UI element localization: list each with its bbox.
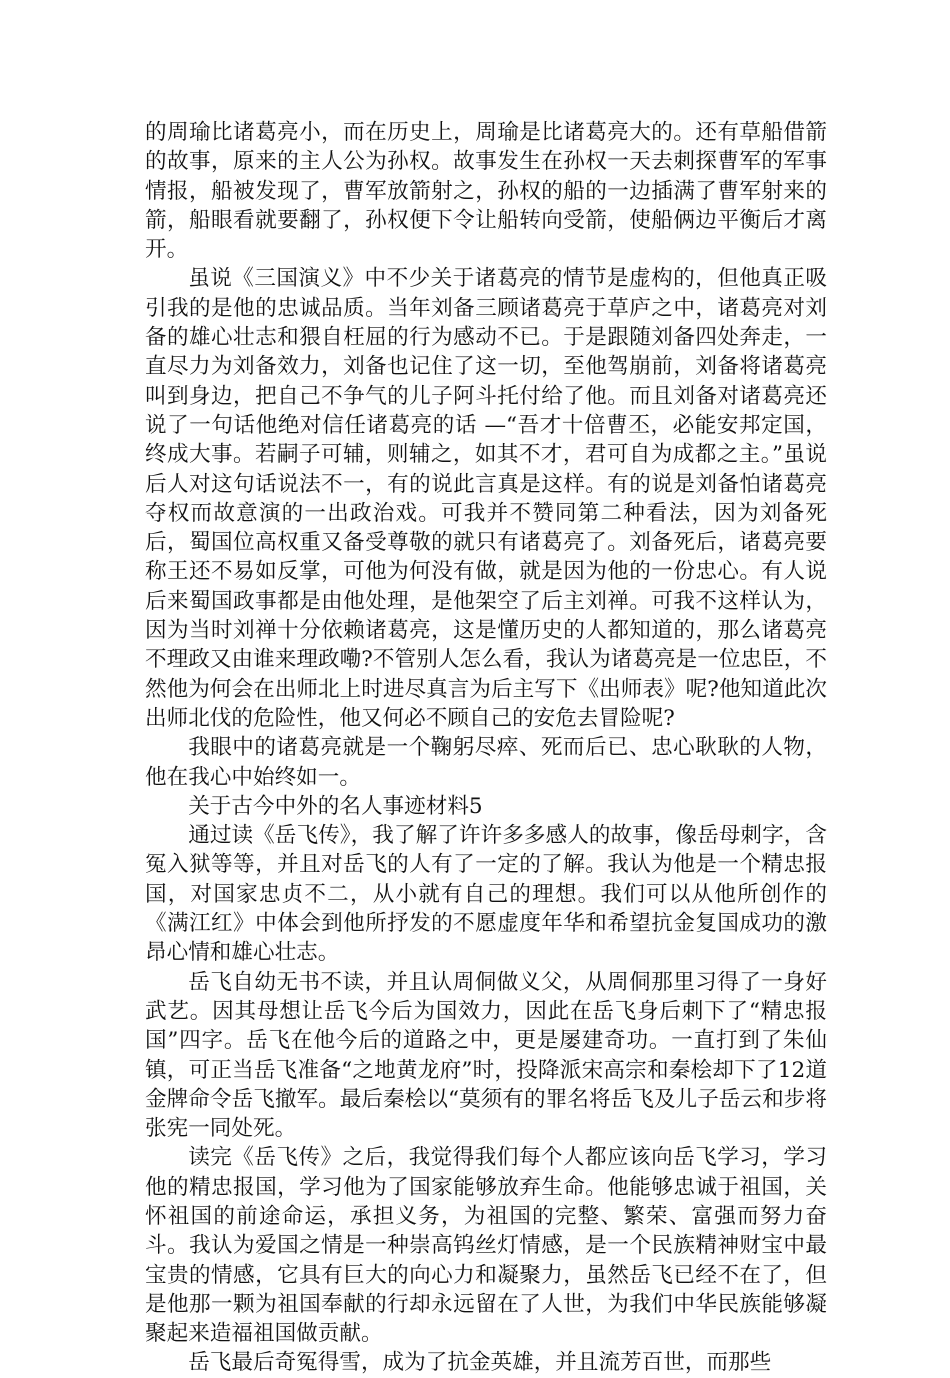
document-body xyxy=(145,118,827,1378)
paragraph: 虽说《三国演义》中不少关于诸葛亮的情节是虚构的，但他真正吸引我的是他的忠诚品质。当年刘备三顾诸葛亮于草庐之中，诸葛亮对刘备的雄心壮志和猥自枉屈的行为感动不已。于是跟随刘备四处奔走，一直尽力为刘备效力，刘备也记住了这一切，至他驾崩前，刘备将诸葛亮叫到身边，把自己不争气的儿子阿斗托付给了他。而且刘备对诸葛亮还说了一句话他绝对信任诸葛亮的话 —“吾才十倍曹丕，必能安邦定国，终成大事。若嗣子可辅，则辅之，如其不才，君可自为成都之主。”虽说后人对这句话说法不一，有的说此言真是这样。有的说是刘备怕诸葛亮夺权而故意演的一出政治戏。可我并不赞同第二种看法，因为刘备死后，蜀国位高权重又备受尊敬的就只有诸葛亮了。刘备死后，诸葛亮要称王还不易如反掌，可他为何没有做，就是因为他的一份忠心。有人说后来蜀国政事都是由他处理，是他架空了后主刘禅。可我不这样认为，因为当时刘禅十分依赖诸葛亮，这是懂历史的人都知道的，那么诸葛亮不理政又由谁来理政嘞?不管别人怎么看，我认为诸葛亮是一位忠臣，不然他为何会在出师北上时进尽真言为后主写下《出师表》呢?他知道此次出师北伐的危险性，他又何必不顾自己的安危去冒险呢? xyxy=(145,266,827,731)
paragraph: 我眼中的诸葛亮就是一个鞠躬尽瘁、死而后已、忠心耿耿的人物，他在我心中始终如一。 xyxy=(145,735,827,790)
paragraph: 岳飞自幼无书不读，并且认周侗做义父，从周侗那里习得了一身好武艺。因其母想让岳飞今后为国效力，因此在岳飞身后刺下了“精忠报国”四字。岳飞在他今后的道路之中，更是屡建奇功。一直打到了朱仙镇，可正当岳飞准备“之地黄龙府”时，投降派宋高宗和秦桧却下了12道金牌命令岳飞撤军。最后秦桧以“莫须有的罪名将岳飞及儿子岳云和步将张宪一同处死。 xyxy=(145,969,827,1142)
paragraph-truncated: 岳飞最后奇冤得雪，成为了抗金英雄，并且流芳百世，而那些 xyxy=(188,1350,772,1376)
paragraph-continued: 的周瑜比诸葛亮小，而在历史上，周瑜是比诸葛亮大的。还有草船借箭的故事，原来的主人公为孙权。故事发生在孙权一天去刺探曹军的军事情报，船被发现了，曹军放箭射之，孙权的船的一边插满了曹军射来的箭，船眼看就要翻了，孙权便下令让船转向受箭，使船俩边平衡后才离开。 xyxy=(145,120,827,263)
section-heading: 关于古今中外的名人事迹材料5 xyxy=(188,793,483,819)
paragraph: 通过读《岳飞传》，我了解了许许多多感人的故事，像岳母刺字，含冤入狱等等，并且对岳飞的人有了一定的了解。我认为他是一个精忠报国，对国家忠贞不二，从小就有自己的理想。我们可以从他所创作的《满江红》中体会到他所抒发的不愿虚度年华和希望抗金复国成功的激昂心情和雄心壮志。 xyxy=(145,823,827,966)
paragraph: 读完《岳飞传》之后，我觉得我们每个人都应该向岳飞学习，学习他的精忠报国，学习他为了国家能够放弃生命。他能够忠诚于祖国，关怀祖国的前途命运，承担义务，为祖国的完整、繁荣、富强而努力奋斗。我认为爱国之情是一种崇高钨丝灯情感，是一个民族精神财宝中最宝贵的情感，它具有巨大的向心力和凝聚力，虽然岳飞已经不在了，但是他那一颗为祖国奉献的行却永远留在了人世，为我们中华民族能够凝聚起来造福祖国做贡献。 xyxy=(145,1145,827,1347)
